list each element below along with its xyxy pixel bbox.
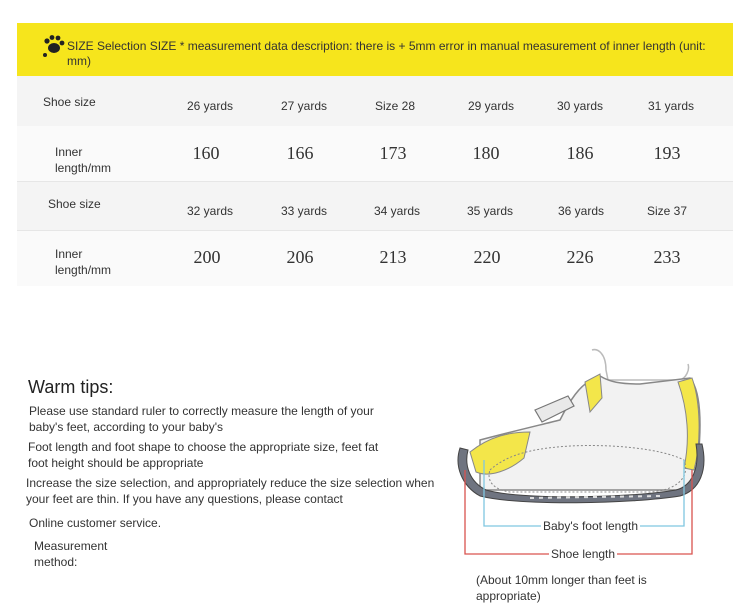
length-cell: 193 [653,143,681,163]
size-cell: 36 yards [557,204,605,218]
size-cell: 32 yards [186,204,234,218]
tip-line: your feet are thin. If you have any questions, please contact [26,492,343,506]
length-cell: 213 [379,247,407,267]
length-cell: 200 [193,247,221,267]
header-banner [17,23,733,76]
size-cell: 26 yards [186,99,234,113]
tip-line: foot height should be appropriate [28,456,204,470]
tip-line: method: [34,555,78,569]
table-row [17,76,733,126]
fit-note: (About 10mm longer than feet is appropriate) [476,573,647,603]
size-table [17,76,733,286]
tip-line: Online customer service. [29,516,162,530]
table-row [17,126,733,182]
row-label-inner-length: Inner length/mm [55,247,112,277]
length-cell: 233 [653,247,681,267]
tip-line: Please use standard ruler to correctly measure the length of your [29,404,374,418]
row-label-shoe-size: Shoe size [48,197,101,211]
shoe-length-label: Shoe length [551,547,616,561]
length-cell: 226 [566,247,594,267]
length-cell: 173 [379,143,407,163]
size-cell: 34 yards [373,204,421,218]
table-row [17,231,733,286]
length-cell: 160 [192,143,220,163]
size-cell: 30 yards [556,99,604,113]
shoe-measurement-illustration [440,340,740,611]
length-cell: 186 [566,143,594,163]
paw-icon [41,33,67,59]
size-cell: Size 37 [646,204,688,218]
tips-title: Warm tips: [28,377,114,397]
size-cell: 29 yards [467,99,515,113]
row-label-shoe-size: Shoe size [43,95,96,109]
length-cell: 166 [286,143,314,163]
length-cell: 220 [473,247,501,267]
size-cell: 31 yards [647,99,695,113]
length-cell: 180 [472,143,500,163]
tip-line: baby's feet, according to your baby's [29,420,224,434]
tip-line: Measurement [34,539,108,553]
tip-line: Increase the size selection, and appropriately reduce the size selection when [26,476,435,490]
banner-text: SIZE Selection SIZE * measurement data description: there is + 5mm error in manual measurement of inner length (unit: mm) [67,39,706,68]
foot-length-label: Baby's foot length [543,519,639,533]
tip-line: Foot length and foot shape to choose the appropriate size, feet fat [28,440,379,454]
table-row [17,182,733,231]
size-cell: 33 yards [280,204,328,218]
length-cell: 206 [286,247,314,267]
size-cell: 35 yards [466,204,514,218]
size-cell: Size 28 [374,99,416,113]
row-label-inner-length: Inner length/mm [55,145,112,175]
size-cell: 27 yards [280,99,328,113]
